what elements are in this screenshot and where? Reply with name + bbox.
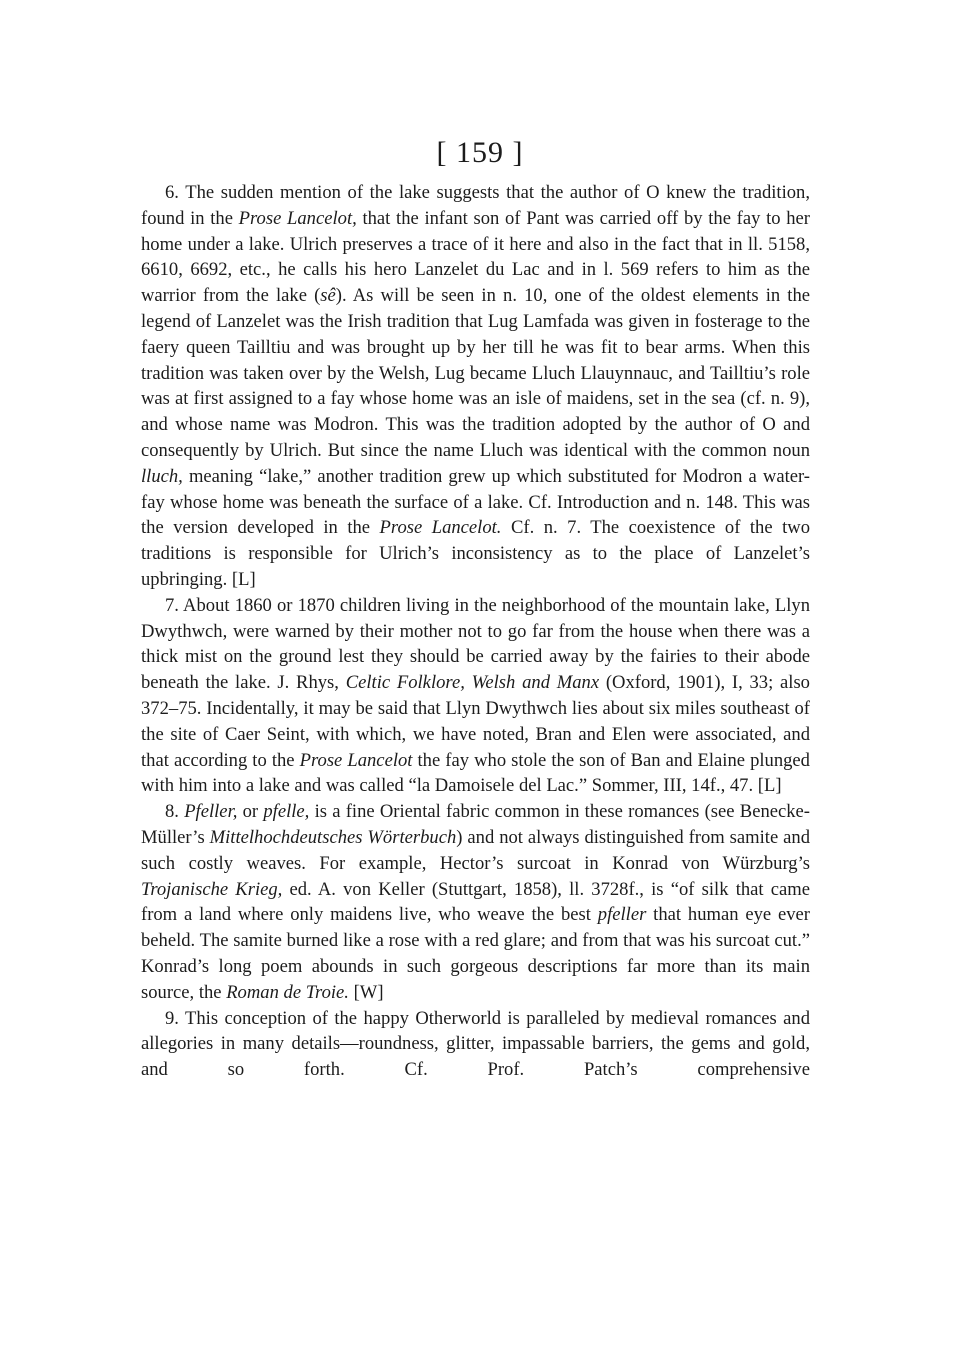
- note-9: [141, 1006, 810, 1083]
- body-text: meaning “lake,” another tradition grew up which substituted for Modron a water-fay whose home was beneath the surface of a lake. Cf. Introduction and n. 148. This was the version developed in the: [141, 465, 810, 539]
- italic-text: Mittelhochdeutsches Wörterbuch: [209, 826, 457, 848]
- body-text: or: [237, 801, 264, 823]
- body-text: 7. About 1860 or 1870 children living in the neighborhood of the mountain lake, Llyn Dwythwch, were warned by their mother not to go far from the house when there was a thick mist on the ground lest they should be carried away by the fairies to their abode beneath the lake. J. Rhys,: [141, 594, 810, 694]
- page-number: [ 159 ]: [436, 136, 524, 169]
- italic-text: Prose Lancelot,: [238, 207, 357, 229]
- body-text: 8.: [165, 801, 185, 823]
- notes-body: [141, 180, 810, 1083]
- italic-text: sê: [320, 285, 336, 307]
- body-text: [W]: [348, 981, 384, 1003]
- italic-text: pfeller: [597, 904, 647, 926]
- italic-text: lluch,: [141, 465, 183, 487]
- italic-text: pfelle,: [263, 801, 310, 823]
- body-text: 9. This conception of the happy Otherworld is paralleled by medieval romances and allegories in many details—roundness, glitter, impassable barriers, the gems and gold, and so forth. Cf. Prof. Patch’s comprehensive: [141, 1007, 810, 1081]
- body-text: Cf. n. 7. The coexistence of the two traditions is responsible for Ulrich’s inconsistency as to the place of Lanzelet’s upbringing. [L]: [141, 517, 810, 590]
- body-text: ed. A. von Keller (Stuttgart, 1858), ll. 3728f., is “of silk that came from a land where only maidens live, who weave the best: [141, 878, 810, 926]
- body-text: that the infant son of Pant was carried off by the fay to her home under a lake. Ulrich preserves a trace of it here and also in the fact that in ll. 5158, 6610, 6692, etc., he calls his hero Lanzelet du Lac and in l. 569 refers to him as the warrior from the lake (: [141, 207, 810, 307]
- note-6: [141, 180, 810, 593]
- body-text: ) and not always distinguished from samite and such costly weaves. For example, Hector’s surcoat in Konrad von Würzburg’s: [141, 826, 810, 874]
- body-text: is a fine Oriental fabric common in these romances (see Benecke-Müller’s: [141, 801, 810, 848]
- body-text: 6. The sudden mention of the lake suggests that the author of O knew the tradition, found in the: [141, 182, 810, 229]
- italic-text: Trojanische Krieg,: [141, 878, 283, 900]
- body-text: the fay who stole the son of Ban and Elaine plunged with him into a lake and was called “la Damoisele del Lac.” Sommer, III, 14f., 47. [L]: [141, 749, 810, 797]
- italic-text: Prose Lancelot: [299, 749, 413, 771]
- body-text: (Oxford, 1901), I, 33; also 372–75. Incidentally, it may be said that Llyn Dwythwch lies about six miles southeast of the site of Caer Seint, with which, we have noted, Bran and Elen were associated, and that according to the: [141, 672, 810, 771]
- italic-text: Prose Lancelot.: [379, 517, 502, 539]
- italic-text: Pfeller,: [184, 801, 238, 823]
- body-text: that human eye ever beheld. The samite burned like a rose with a red glare; and from that was his surcoat cut.” Konrad’s long poem abounds in such gorgeous descriptions far more than its main source, the: [141, 904, 810, 1003]
- body-text: ). As will be seen in n. 10, one of the oldest elements in the legend of Lanzelet was the Irish tradition that Lug Lamfada was given in fosterage to the faery queen Tailltiu and was brought up by her till he was fit to bear arms. When this tradition was taken over by the Welsh, Lug became Lluch Llauynnauc, and Tailltiu’s role was at first assigned to a fay whose home was an isle of maidens, set in the sea (cf. n. 9), and whose name was Modron. This was the tradition adopted by the author of O and consequently by Ulrich. But since the name Lluch was identical with the common noun: [141, 285, 810, 461]
- italic-text: Roman de Troie.: [226, 981, 349, 1003]
- italic-text: Celtic Folklore, Welsh and Manx: [345, 672, 600, 694]
- note-8: [141, 799, 810, 1005]
- note-7: [141, 593, 810, 799]
